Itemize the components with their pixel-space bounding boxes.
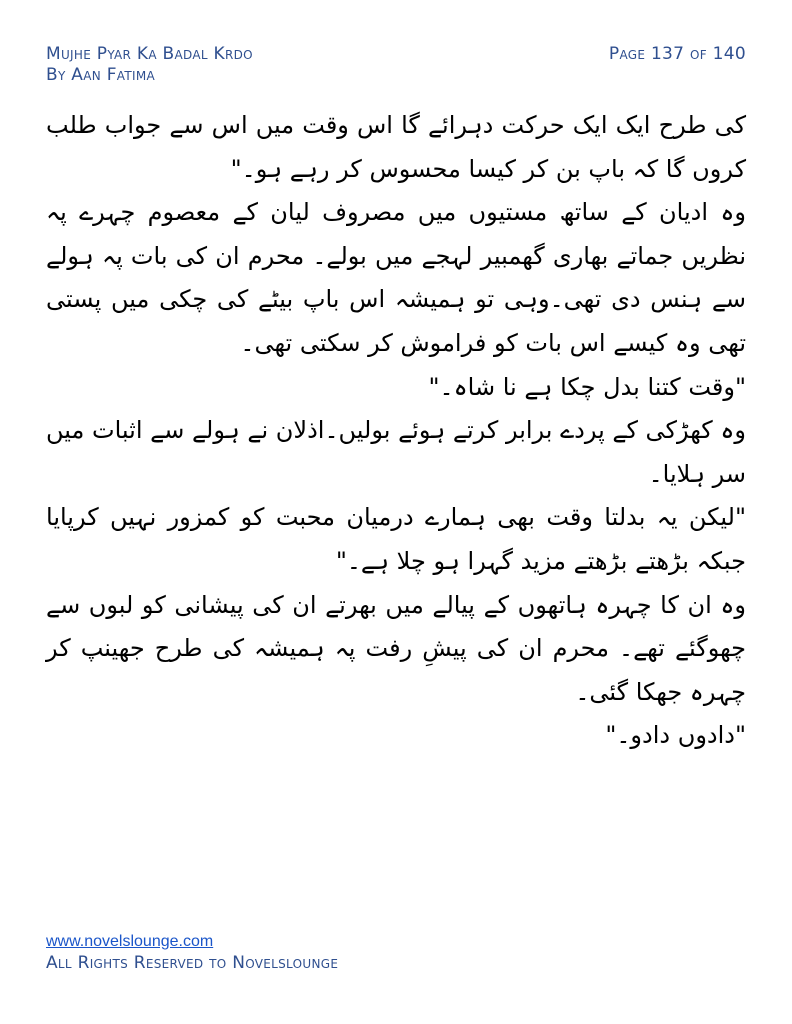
paragraph: "لیکن یہ بدلتا وقت بھی ہمارے درمیان محبت کو کمزور نہیں کرپایا جبکہ بڑھتے بڑھتے مزید گہرا ہو چلا ہے۔" [46,503,746,575]
paragraph: وہ ادیان کے ساتھ مستیوں میں مصروف لیان کے معصوم چہرے پہ نظریں جماتے بھاری گھمبیر لہجے میں بولے۔ محرم ان کی بات پہ ہولے سے ہنس دی تھی۔وہی تو ہمیشہ اس باپ بیٹے کی چکی میں پستی تھی وہ کیسے اس بات کو فراموش کر سکتی تھی۔ [46,198,746,357]
paragraph: کی طرح ایک ایک حرکت دہرائے گا اس وقت میں اس سے جواب طلب کروں گا کہ باپ بن کر کیسا محسوس کر رہے ہو۔" [46,111,746,183]
paragraph: وہ کھڑکی کے پردے برابر کرتے ہوئے بولیں۔اذلان نے ہولے سے اثبات میں سر ہلایا۔ [46,416,746,488]
paragraph: وہ ان کا چہرہ ہاتھوں کے پیالے میں بھرتے ان کی پیشانی کو لبوں سے چھوگئے تھے۔ محرم ان کی پیشِ رفت پہ ہمیشہ کی طرح جھینپ کر چہرہ جھکا گئی۔ [46,590,746,706]
copyright-notice: All Rights Reserved to Novelslounge [46,953,339,973]
novel-title: Mujhe Pyar Ka Badal Krdo [46,44,253,64]
page-header [46,44,746,94]
paragraph: "دادوں دادو۔" [605,721,746,750]
page-number: Page 137 of 140 [608,44,746,64]
novel-author: By Aan Fatima [46,65,156,85]
novel-body-text [46,104,746,758]
website-link[interactable]: www.novelslounge.com [46,933,214,950]
paragraph: "وقت کتنا بدل چکا ہے نا شاہ۔" [428,372,746,401]
page-footer [46,932,546,974]
